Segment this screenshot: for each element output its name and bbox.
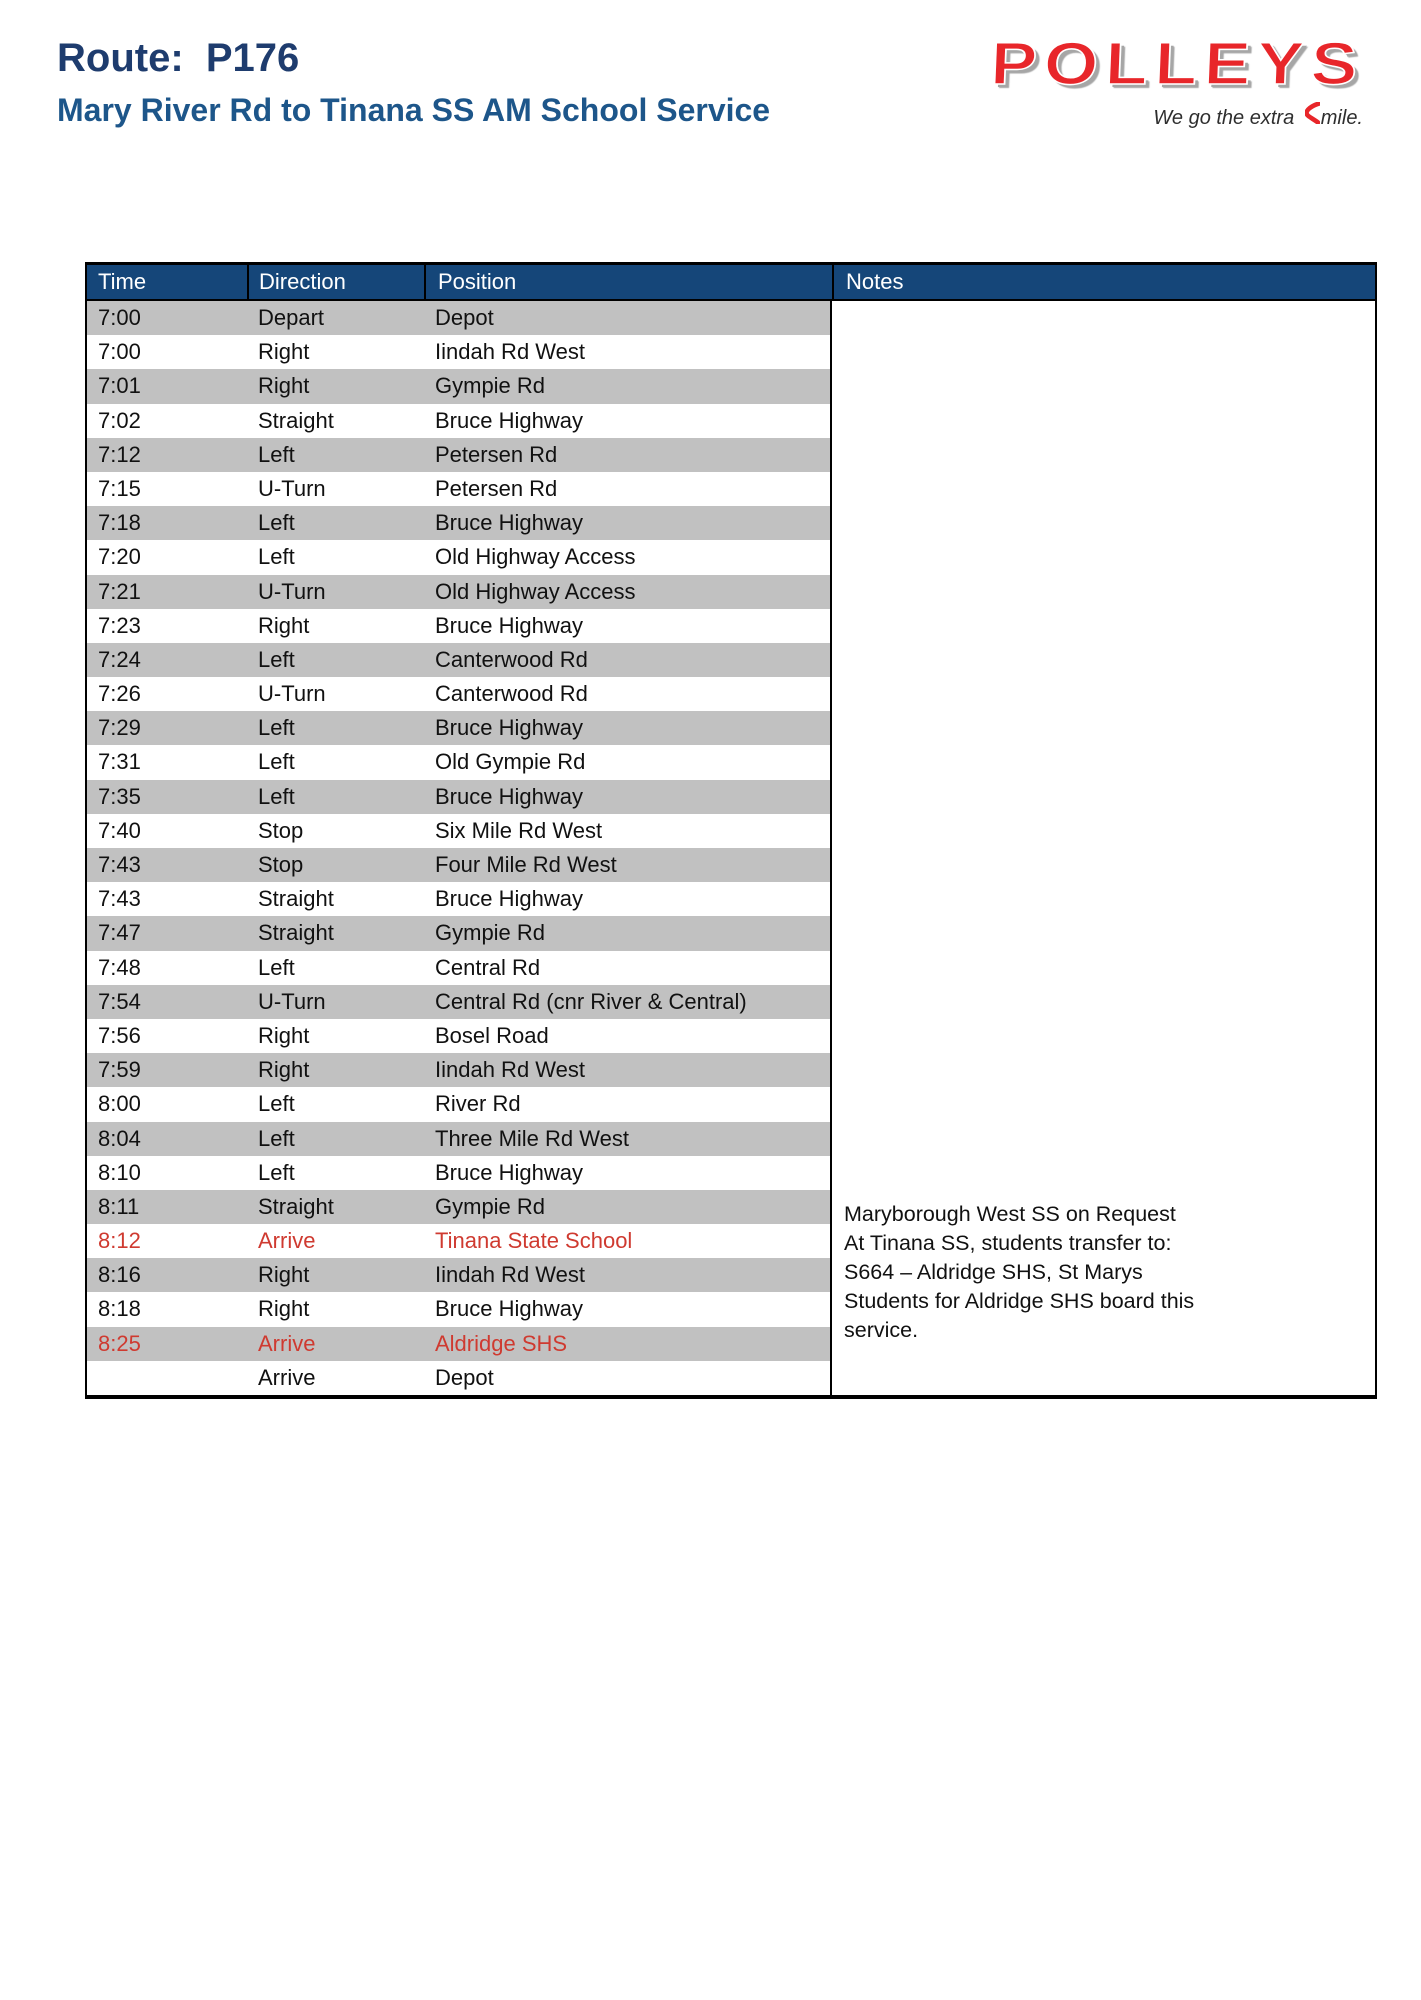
table-row	[87, 472, 830, 506]
cell-time: 7:31	[98, 749, 141, 775]
table-row	[87, 848, 830, 882]
cell-direction: Right	[258, 1022, 310, 1048]
cell-direction: Straight	[258, 886, 334, 912]
cell-time: 7:29	[98, 715, 141, 741]
cell-time: 7:35	[98, 783, 141, 809]
table-row	[87, 643, 830, 677]
table-row	[87, 1019, 830, 1053]
table-row	[87, 745, 830, 779]
cell-direction: Arrive	[258, 1330, 316, 1356]
cell-direction: Stop	[258, 817, 304, 843]
cell-time: 7:24	[98, 646, 141, 672]
cell-position: Gympie Rd	[435, 373, 546, 399]
cell-position: Gympie Rd	[435, 1193, 546, 1219]
cell-position: Petersen Rd	[435, 441, 558, 467]
notes-line: Students for Aldridge SHS board this	[844, 1289, 1195, 1313]
table-row	[87, 506, 830, 540]
cell-time: 7:20	[98, 544, 141, 570]
brand-tagline	[1041, 102, 1363, 130]
cell-time: 7:48	[98, 954, 141, 980]
cell-direction: Left	[258, 510, 295, 536]
cell-direction: U-Turn	[258, 681, 326, 707]
cell-direction: Left	[258, 1159, 295, 1185]
cell-direction: Left	[258, 715, 295, 741]
route-subtitle: Mary River Rd to Tinana SS AM School Service	[57, 92, 771, 128]
cell-position: Depot	[435, 1364, 494, 1390]
cell-position: Iindah Rd West	[435, 339, 586, 365]
cell-direction: Right	[258, 1262, 310, 1288]
cell-time: 7:56	[98, 1022, 141, 1048]
cell-time: 8:11	[98, 1193, 140, 1219]
cell-position: Bruce Highway	[435, 886, 583, 912]
cell-time: 7:43	[98, 852, 141, 877]
cell-position: Bruce Highway	[435, 1296, 583, 1322]
cell-direction: Straight	[258, 407, 334, 433]
col-header-notes: Notes	[832, 265, 1375, 299]
table-row	[87, 609, 830, 643]
table-row	[87, 711, 830, 745]
cell-time: 8:18	[98, 1296, 141, 1322]
cell-time: 7:01	[98, 373, 141, 399]
table-row	[87, 916, 830, 950]
cell-direction: Left	[258, 1091, 295, 1117]
cell-direction: Right	[258, 1057, 310, 1083]
cell-direction: Straight	[258, 920, 334, 946]
cell-time: 7:47	[98, 920, 141, 946]
col-header-direction: Direction	[247, 265, 424, 299]
cell-position: Bruce Highway	[435, 715, 583, 741]
cell-position: Old Gympie Rd	[435, 749, 586, 775]
cell-time: 7:59	[98, 1057, 141, 1083]
cell-position: Bruce Highway	[435, 612, 583, 638]
cell-time: 7:02	[98, 407, 141, 433]
table-row	[87, 1224, 830, 1258]
cell-position: Central Rd	[435, 954, 541, 980]
cell-time: 7:40	[98, 817, 141, 843]
cell-time: 7:21	[98, 578, 141, 604]
cell-time: 7:12	[98, 441, 141, 467]
table-row	[87, 1190, 830, 1224]
cell-time: 7:00	[98, 339, 141, 365]
cell-time: 8:25	[98, 1330, 141, 1356]
cell-time: 8:16	[98, 1262, 141, 1288]
cell-position: Old Highway Access	[435, 544, 636, 570]
table-row	[87, 677, 830, 711]
cell-position: Tinana State School	[435, 1228, 633, 1254]
cell-time: 7:26	[98, 681, 141, 707]
table-row	[87, 1327, 830, 1361]
cell-time: 7:15	[98, 475, 141, 501]
table-row	[87, 1156, 830, 1190]
table-row	[87, 1292, 830, 1326]
cell-position: Six Mile Rd West	[435, 817, 603, 843]
cell-time: 8:00	[98, 1091, 141, 1117]
cell-time	[87, 1361, 247, 1395]
cell-position: Depot	[435, 305, 494, 330]
cell-position: Central Rd (cnr River & Central)	[435, 988, 747, 1014]
notes-line: At Tinana SS, students transfer to:	[844, 1231, 1172, 1255]
table-row	[87, 335, 830, 369]
cell-time: 7:18	[98, 510, 141, 536]
table-row	[87, 882, 830, 916]
cell-direction: U-Turn	[258, 475, 326, 501]
cell-position: Iindah Rd West	[435, 1262, 586, 1288]
cell-time: 8:10	[98, 1159, 141, 1185]
table-body	[87, 301, 1375, 1395]
cell-direction: Depart	[258, 305, 325, 330]
tagline-suffix: mile.	[1320, 107, 1363, 129]
cell-direction: Straight	[258, 1193, 334, 1219]
table-row	[87, 951, 830, 985]
cell-position: Petersen Rd	[435, 475, 558, 501]
header-section	[57, 34, 770, 129]
col-header-position: Position	[424, 265, 832, 299]
cell-direction: Left	[258, 646, 295, 672]
cell-time: 7:23	[98, 612, 141, 638]
brand-logo	[989, 30, 1366, 130]
table-row	[87, 540, 830, 574]
cell-time: 8:04	[98, 1125, 141, 1151]
notes-text	[844, 1200, 1361, 1345]
notes-column	[830, 301, 1375, 1395]
table-row	[87, 369, 830, 403]
cell-direction: Right	[258, 612, 310, 638]
cell-direction: Right	[258, 373, 310, 399]
route-table	[85, 262, 1377, 1399]
cell-position: Old Highway Access	[435, 578, 636, 604]
cell-position: River Rd	[435, 1091, 521, 1117]
table-row	[87, 404, 830, 438]
cell-position: Bruce Highway	[435, 783, 583, 809]
cell-direction: Right	[258, 1296, 310, 1322]
cell-time: 7:43	[98, 886, 141, 912]
cell-position: Bruce Highway	[435, 1159, 583, 1185]
cell-direction: Left	[258, 954, 295, 980]
table-row	[87, 985, 830, 1019]
cell-time: 8:12	[98, 1228, 141, 1254]
smile-s-icon	[1305, 102, 1320, 124]
cell-direction: Right	[258, 339, 310, 365]
table-row	[87, 575, 830, 609]
table-row	[87, 1087, 830, 1121]
cell-direction: Left	[258, 783, 295, 809]
table-row	[87, 814, 830, 848]
cell-direction: Stop	[258, 852, 304, 877]
cell-direction: Left	[258, 544, 295, 570]
notes-line: service.	[844, 1318, 919, 1342]
cell-position: Bruce Highway	[435, 407, 583, 433]
brand-wordmark: POLLEYS	[989, 30, 1366, 97]
notes-line: S664 – Aldridge SHS, St Marys	[844, 1260, 1143, 1284]
cell-direction: Arrive	[258, 1364, 316, 1390]
table-rows	[87, 301, 830, 1395]
table-header-row	[87, 265, 1375, 301]
table-row	[87, 1361, 830, 1395]
cell-position: Aldridge SHS	[435, 1330, 568, 1356]
cell-position: Iindah Rd West	[435, 1057, 586, 1083]
table-row	[87, 780, 830, 814]
cell-direction: Left	[258, 441, 295, 467]
page-title: Route: P176	[57, 36, 300, 80]
cell-direction: Left	[258, 749, 295, 775]
cell-time: 7:54	[98, 988, 141, 1014]
tagline-prefix: We go the extra	[1153, 107, 1300, 129]
table-row	[87, 301, 830, 335]
table-row	[87, 1258, 830, 1292]
table-row	[87, 438, 830, 472]
cell-position: Three Mile Rd West	[435, 1125, 629, 1151]
cell-position: Four Mile Rd West	[435, 852, 617, 877]
cell-direction: U-Turn	[258, 988, 326, 1014]
table-row	[87, 1053, 830, 1087]
cell-position: Bruce Highway	[435, 510, 583, 536]
cell-position: Bosel Road	[435, 1022, 549, 1048]
cell-position: Gympie Rd	[435, 920, 546, 946]
table-row	[87, 1122, 830, 1156]
cell-time: 7:00	[98, 305, 141, 330]
col-header-time: Time	[98, 269, 147, 294]
cell-direction: Arrive	[258, 1228, 316, 1254]
cell-direction: Left	[258, 1125, 295, 1151]
cell-position: Canterwood Rd	[435, 681, 588, 707]
notes-line: Maryborough West SS on Request	[844, 1202, 1176, 1226]
cell-direction: U-Turn	[258, 578, 326, 604]
cell-position: Canterwood Rd	[435, 646, 588, 672]
